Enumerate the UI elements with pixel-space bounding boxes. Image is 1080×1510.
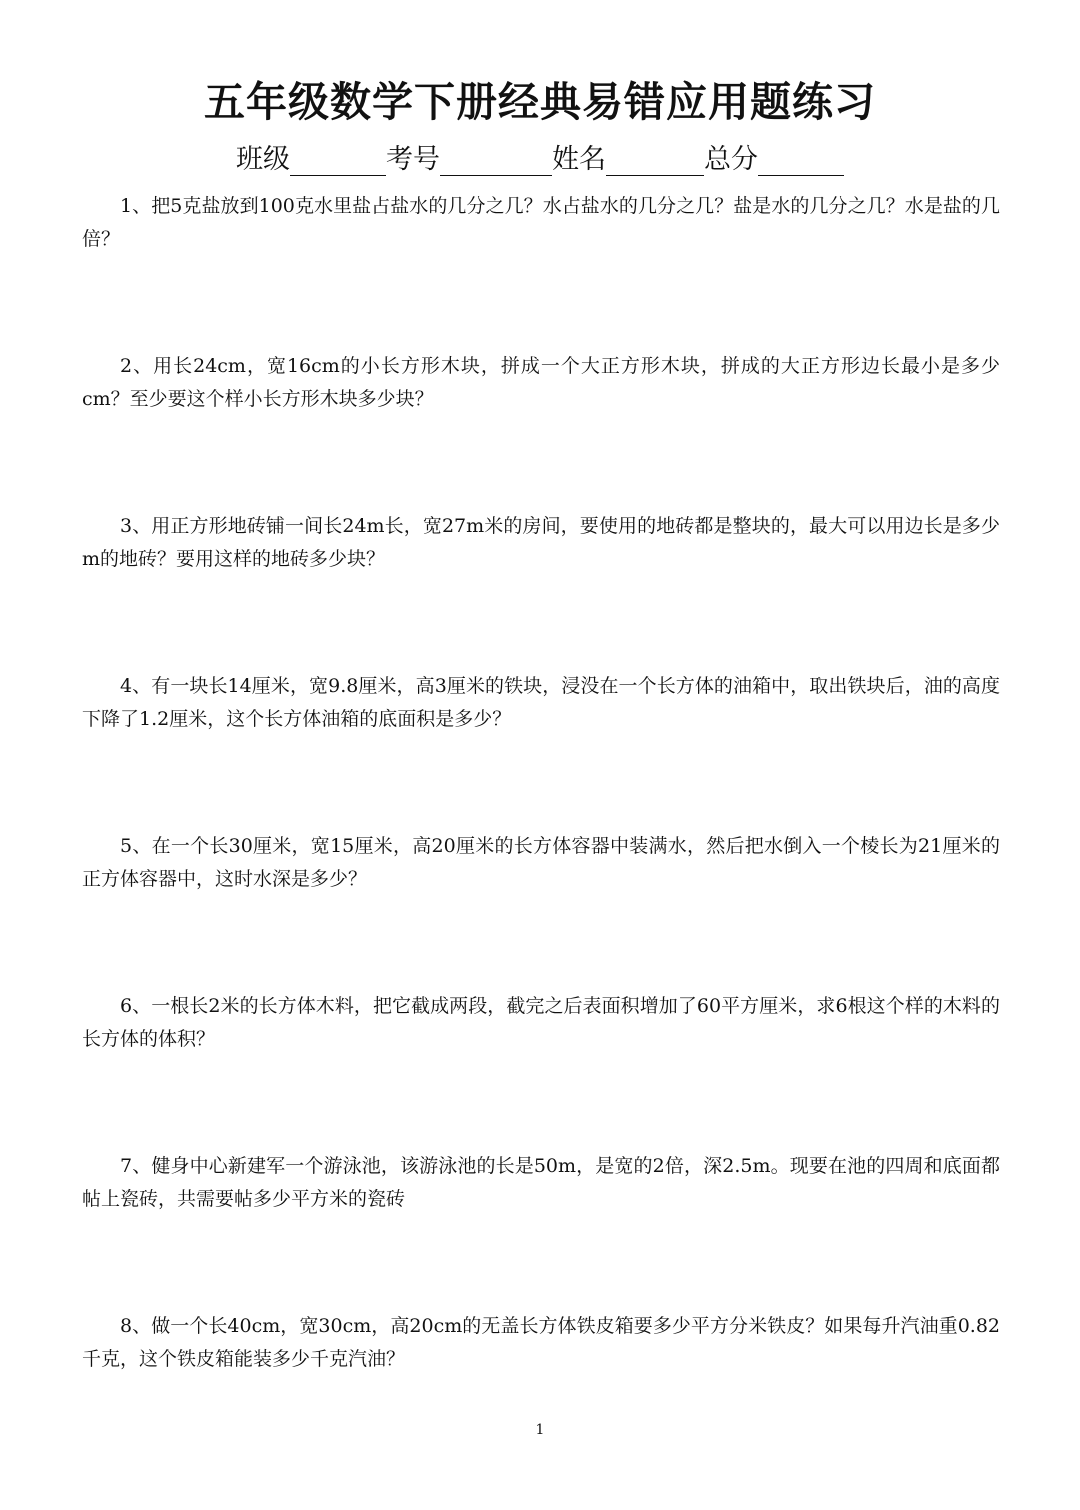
total-score-blank[interactable] (758, 145, 844, 176)
worksheet-title: 五年级数学下册经典易错应用题练习 (204, 78, 876, 126)
question-8: 8、做一个长40cm，宽30cm，高20cm的无盖长方体铁皮箱要多少平方分米铁皮？如果每升汽油重0.82千克，这个铁皮箱能装多少千克汽油？ (82, 1315, 1000, 1370)
exam-number-field (386, 140, 552, 180)
class-field (236, 140, 386, 180)
question-7: 7、健身中心新建军一个游泳池，该游泳池的长是50m，是宽的2倍，深2.5m。现要在池的四周和底面都帖上瓷砖，共需要帖多少平方米的瓷砖 (82, 1155, 1000, 1210)
name-field (552, 140, 704, 180)
exam-number-blank[interactable] (440, 145, 552, 176)
name-blank[interactable] (606, 145, 704, 176)
total-score-label: 总分 (704, 144, 758, 175)
question-3: 3、用正方形地砖铺一间长24m长，宽27m米的房间，要使用的地砖都是整块的，最大可以用边长是多少m的地砖？要用这样的地砖多少块？ (82, 515, 1000, 570)
student-info-row (0, 140, 1080, 180)
class-label: 班级 (236, 144, 290, 175)
question-5: 5、在一个长30厘米，宽15厘米，高20厘米的长方体容器中装满水，然后把水倒入一个棱长为21厘米的正方体容器中，这时水深是多少？ (82, 835, 1000, 890)
page-number: 1 (535, 1422, 545, 1438)
exam-number-label: 考号 (386, 144, 440, 175)
name-label: 姓名 (552, 144, 606, 175)
total-score-field (704, 140, 844, 180)
question-6: 6、一根长2米的长方体木料，把它截成两段，截完之后表面积增加了60平方厘米，求6根这个样的木料的长方体的体积？ (82, 995, 1000, 1050)
question-2: 2、用长24cm，宽16cm的小长方形木块，拼成一个大正方形木块，拼成的大正方形边长最小是多少cm？至少要这个样小长方形木块多少块？ (82, 355, 1000, 410)
question-4: 4、有一块长14厘米，宽9.8厘米，高3厘米的铁块，浸没在一个长方体的油箱中，取出铁块后，油的高度下降了1.2厘米，这个长方体油箱的底面积是多少？ (82, 675, 1000, 730)
class-blank[interactable] (290, 145, 386, 176)
question-1: 1、把5克盐放到100克水里盐占盐水的几分之几？水占盐水的几分之几？盐是水的几分之几？水是盐的几倍？ (82, 195, 1000, 250)
